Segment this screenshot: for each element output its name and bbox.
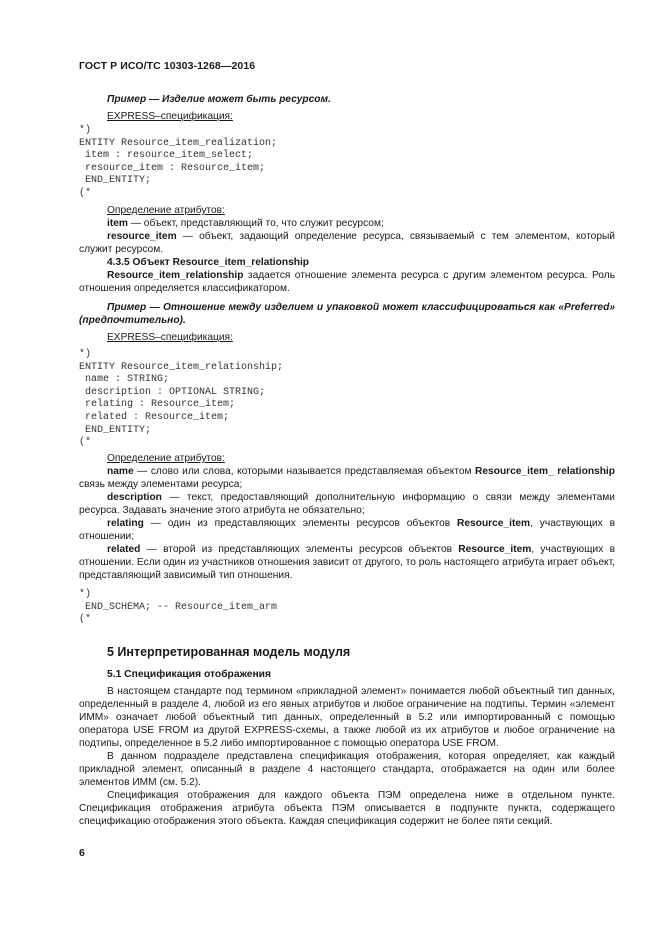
- express-label-2: EXPRESS–спецификация:: [107, 332, 233, 343]
- code-line: name : STRING;: [79, 374, 170, 386]
- code-block-2: [79, 349, 283, 450]
- paragraph: Спецификация отображения для каждого объекта ПЭМ определена ниже в отдельном пункте. Спецификация отображения атрибута объекта ПЭМ описывается в подпункте пункта, содержащего спецификацию отображения этого объекта. Каждая спецификация содержит не более пяти секций.: [79, 790, 615, 827]
- code-block-1: [79, 125, 277, 201]
- code-line: END_ENTITY;: [79, 175, 152, 187]
- code-line: relating : Resource_item;: [79, 399, 236, 411]
- paragraph: В настоящем стандарте под термином «прикладной элемент» понимается любой объектный тип данных, определенный в разделе 4, любой из его явных атрибутов и любое ограничение на подтипы. Термин «элемент ИММ» означает любой объектный тип данных, определенный в 5.2 или импортированный с помощью оператора USE FROM из другой EXPRESS-схемы, а также любой из их атрибутов и любое ограничение на подтипы, определенное в 5.2 либо импортированное с помощью оператора USE FROM.: [79, 686, 615, 749]
- code-line: item : resource_item_select;: [79, 150, 254, 162]
- page-number: 6: [79, 847, 85, 859]
- example-text-2: Пример — Отношение между изделием и упаковкой может классифицироваться как «Preferred» (предпочтительно).: [79, 302, 615, 326]
- attr-definitions-1: [79, 204, 615, 344]
- section-5: [79, 645, 615, 828]
- section-title-5: 5 Интерпретированная модель модуля: [107, 645, 351, 659]
- document-header: ГОСТ Р ИСО/ТС 10303-1268—2016: [79, 60, 256, 72]
- code-line: resource_item : Resource_item;: [79, 162, 266, 174]
- code-line: (*: [79, 614, 92, 626]
- express-label: EXPRESS–спецификация:: [107, 111, 233, 122]
- attr-name: name — слово или слова, которыми называется представляемая объектом Resource_item_ relationship связь между элементами ресурса;: [79, 466, 615, 490]
- attr-relating: relating — один из представляющих элементы ресурсов объектов Resource_item, участвующих в отношении;: [79, 518, 615, 542]
- code-line: END_SCHEMA; -- Resource_item_arm: [79, 601, 278, 613]
- paragraph: В данном подразделе представлена спецификация отображения, которая определяет, как каждый прикладной элемент, описанный в разделе 4 настоящего стандарта, отображается на один или более элементов ИММ (см. 5.2).: [79, 751, 615, 788]
- code-line: *): [79, 125, 92, 136]
- attr-definitions-2: [79, 452, 615, 582]
- attr-resource-item: resource_item — объект, задающий определение ресурса, связываемый с тем элементом, который служит ресурсом.: [79, 231, 615, 255]
- code-line: related : Resource_item;: [79, 411, 230, 423]
- code-line: *): [79, 349, 92, 360]
- section-intro: Resource_item_relationship задается отношение элемента ресурса с другим элементом ресурса. Роль отношения определяется классификатором.: [79, 270, 615, 294]
- code-line: *): [79, 589, 92, 600]
- code-line: ENTITY Resource_item_relationship;: [79, 361, 284, 373]
- code-line: (*: [79, 437, 92, 449]
- code-block-3: [79, 589, 277, 627]
- code-line: ENTITY Resource_item_realization;: [79, 137, 278, 149]
- example-text: Пример — Изделие может быть ресурсом.: [107, 94, 331, 105]
- block-resource-item-realization: [79, 93, 615, 123]
- section-title-5-1: 5.1 Спецификация отображения: [107, 669, 272, 680]
- attr-item: item — объект, представляющий то, что служит ресурсом;: [107, 218, 384, 229]
- attr-def-label-2: Определение атрибутов:: [107, 453, 225, 464]
- code-line: (*: [79, 187, 92, 199]
- section-title-4-3-5: 4.3.5 Объект Resource_item_relationship: [107, 257, 310, 268]
- attr-description: description — текст, предоставляющий дополнительную информацию о связи между элементами ресурса. Задавать значение этого атрибута не обязательно;: [79, 492, 615, 516]
- code-line: END_ENTITY;: [79, 424, 152, 436]
- attr-def-label: Определение атрибутов:: [107, 205, 225, 216]
- code-line: description : OPTIONAL STRING;: [79, 386, 266, 398]
- attr-related: related — второй из представляющих элементы ресурсов объектов Resource_item, участвующих в отношении. Если один из участников отношения зависит от другого, то роль настоящего атрибута играет объект, представляющий зависимый тип отношения.: [79, 544, 615, 581]
